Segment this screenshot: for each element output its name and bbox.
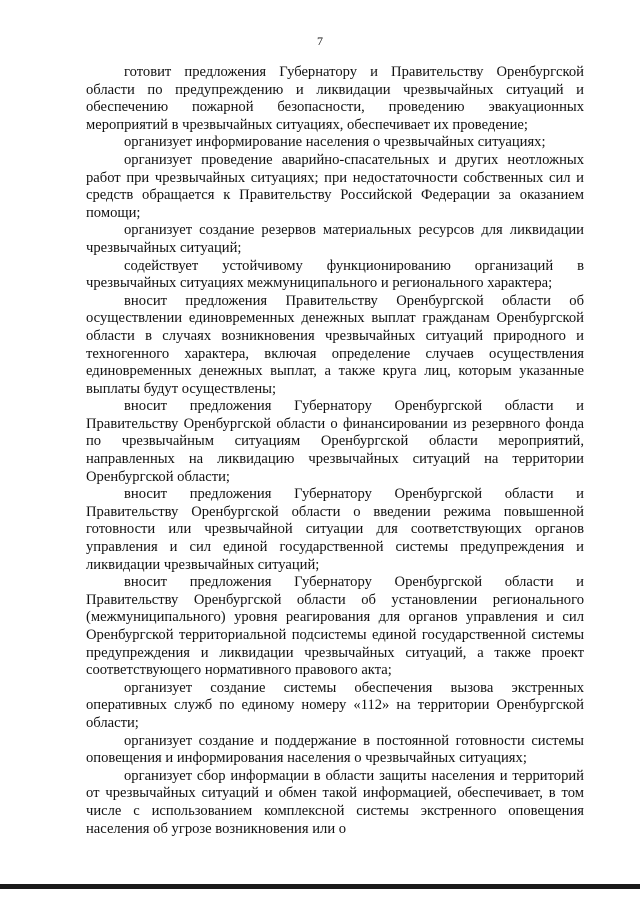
- paragraph: организует сбор информации в области защиты населения и территорий от чрезвычайных ситуаций и обмен такой информацией, обеспечивает, в том числе с использованием комплексной системы экстренного оповещения населения об угрозе возникновения или о: [86, 767, 584, 837]
- paragraph: организует создание системы обеспечения вызова экстренных оперативных служб по единому номеру «112» на территории Оренбургской области;: [86, 679, 584, 731]
- page-number: 7: [317, 34, 323, 48]
- paragraph: содействует устойчивому функционированию организаций в чрезвычайных ситуациях межмуниципального и регионального характера;: [86, 257, 584, 292]
- paragraph: вносит предложения Правительству Оренбургской области об осуществлении единовременных денежных выплат гражданам Оренбургской области в случаях возникновения чрезвычайных ситуаций природного и техногенного характера, включая определение случаев осуществления единовременных денежных выплат, а также круга лиц, которым указанные выплаты будут осуществлены;: [86, 292, 584, 397]
- bottom-scan-border: [0, 884, 640, 889]
- paragraph: организует проведение аварийно-спасательных и других неотложных работ при чрезвычайных ситуациях; при недостаточности собственных сил и средств обращается к Правительству Российской Федерации за оказанием помощи;: [86, 151, 584, 221]
- paragraph: организует информирование населения о чрезвычайных ситуациях;: [124, 134, 546, 151]
- paragraph: вносит предложения Губернатору Оренбургской области и Правительству Оренбургской области о финансировании из резервного фонда по чрезвычайным ситуациям Оренбургской области мероприятий, направленных на ликвидацию чрезвычайных ситуаций на территории Оренбургской области;: [86, 398, 584, 485]
- paragraph: вносит предложения Губернатору Оренбургской области и Правительству Оренбургской области об установлении регионального (межмуниципального) уровня реагирования для органов управления и сил Оренбургской территориальной подсистемы единой государственной системы предупреждения и ликвидации чрезвычайных ситуаций, а также проект соответствующего нормативного правового акта;: [86, 574, 584, 679]
- paragraph: вносит предложения Губернатору Оренбургской области и Правительству Оренбургской области о введении режима повышенной готовности или чрезвычайной ситуации для соответствующих органов управления и сил единой государственной системы предупреждения и ликвидации чрезвычайных ситуаций;: [86, 486, 584, 573]
- document-body: [86, 64, 584, 838]
- paragraph: организует создание резервов материальных ресурсов для ликвидации чрезвычайных ситуаций;: [86, 222, 584, 256]
- paragraph: организует создание и поддержание в постоянной готовности системы оповещения и информирования населения о чрезвычайных ситуациях;: [86, 732, 584, 767]
- paragraph: готовит предложения Губернатору и Правительству Оренбургской области по предупреждению и ликвидации чрезвычайных ситуаций и обеспечению пожарной безопасности, проведению эвакуационных мероприятий в чрезвычайных ситуациях, обеспечивает их проведение;: [86, 64, 584, 133]
